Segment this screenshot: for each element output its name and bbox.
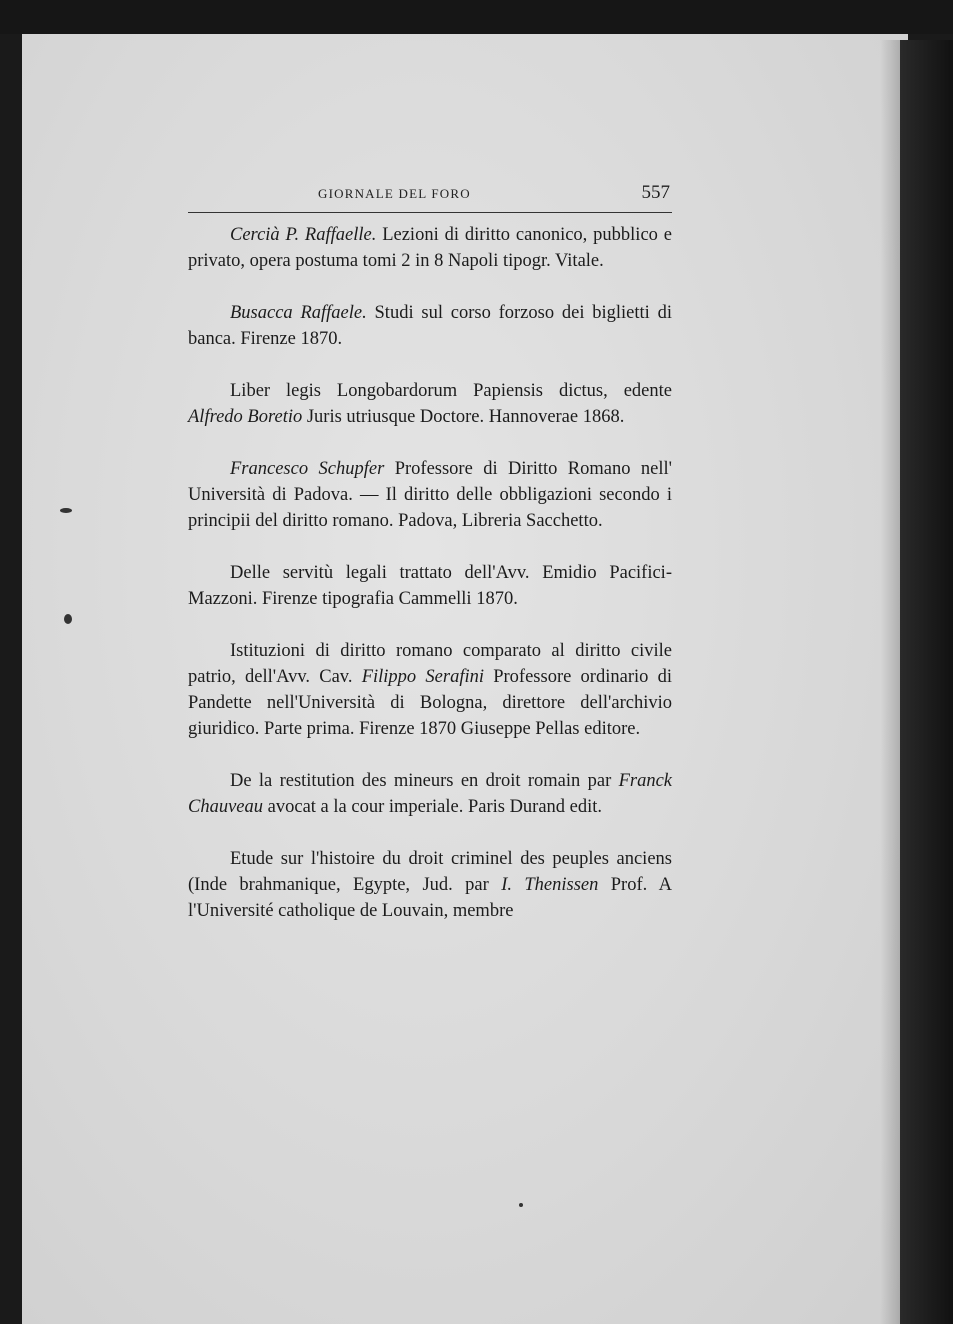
bibliography-entry — [188, 378, 672, 430]
entry-author: Francesco Schupfer — [230, 459, 385, 479]
entry-author: Busacca Raffaele. — [230, 303, 367, 323]
entry-text: Professore di Diritto Romano nell' Università di Padova. — Il diritto delle obbligazioni secondo i principii del diritto romano. Padova, Libreria Sacchetto. — [188, 459, 672, 531]
entry-text: Prof. A l'Université catholique de Louvain, membre — [188, 875, 672, 921]
entry-text: Juris utriusque Doctore. Hannoverae 1868. — [302, 407, 625, 427]
bibliography-list — [188, 222, 672, 924]
entry-text: Delle servitù legali trattato dell'Avv. Emidio Pacifici-Mazzoni. Firenze tipografia Cammelli 1870. — [188, 563, 672, 609]
bibliography-entry — [188, 846, 672, 924]
bibliography-entry — [188, 456, 672, 534]
bibliography-entry — [188, 222, 672, 274]
bibliography-entry — [188, 300, 672, 352]
entry-author: I. Thenissen — [501, 875, 599, 895]
running-header — [188, 182, 672, 213]
entry-author: Filippo Serafini — [361, 667, 484, 687]
entry-text: Lezioni di diritto canonico, pubblico e privato, opera postuma tomi 2 in 8 Napoli tipogr. Vitale. — [188, 225, 672, 271]
entry-text: Studi sul corso forzoso dei biglietti di banca. Firenze 1870. — [188, 303, 672, 349]
entry-prefix: Etude sur l'histoire du droit criminel des peuples anciens (Inde brahmanique, Egypte, Jud. par — [188, 849, 672, 895]
entry-prefix: Istituzioni di diritto romano comparato al diritto civile patrio, dell'Avv. Cav. — [188, 641, 672, 687]
bibliography-entry — [188, 560, 672, 612]
entry-text: Professore ordinario di Pandette nell'Università di Bologna, direttore dell'archivio giuridico. Parte prima. Firenze 1870 Giuseppe Pellas editore. — [188, 667, 672, 739]
scan-speck — [519, 1203, 523, 1207]
scan-speck — [64, 614, 72, 624]
entry-author: Alfredo Boretio — [188, 407, 303, 427]
entry-prefix: Liber legis Longobardorum Papiensis dictus, edente — [230, 381, 672, 401]
entry-text: avocat a la cour imperiale. Paris Durand edit. — [263, 797, 603, 817]
bibliography-entry — [188, 638, 672, 742]
entry-prefix: De la restitution des mineurs en droit romain par — [230, 771, 619, 791]
scan-top-border — [0, 0, 953, 34]
entry-author: Cercià P. Raffaelle. — [230, 225, 377, 245]
entry-author: Franck Chauveau — [188, 771, 672, 817]
running-title: GIORNALE DEL FORO — [318, 186, 471, 201]
scan-right-border — [900, 40, 953, 1324]
bibliography-entry — [188, 768, 672, 820]
page-number: 557 — [641, 182, 670, 203]
scan-speck — [60, 508, 72, 513]
